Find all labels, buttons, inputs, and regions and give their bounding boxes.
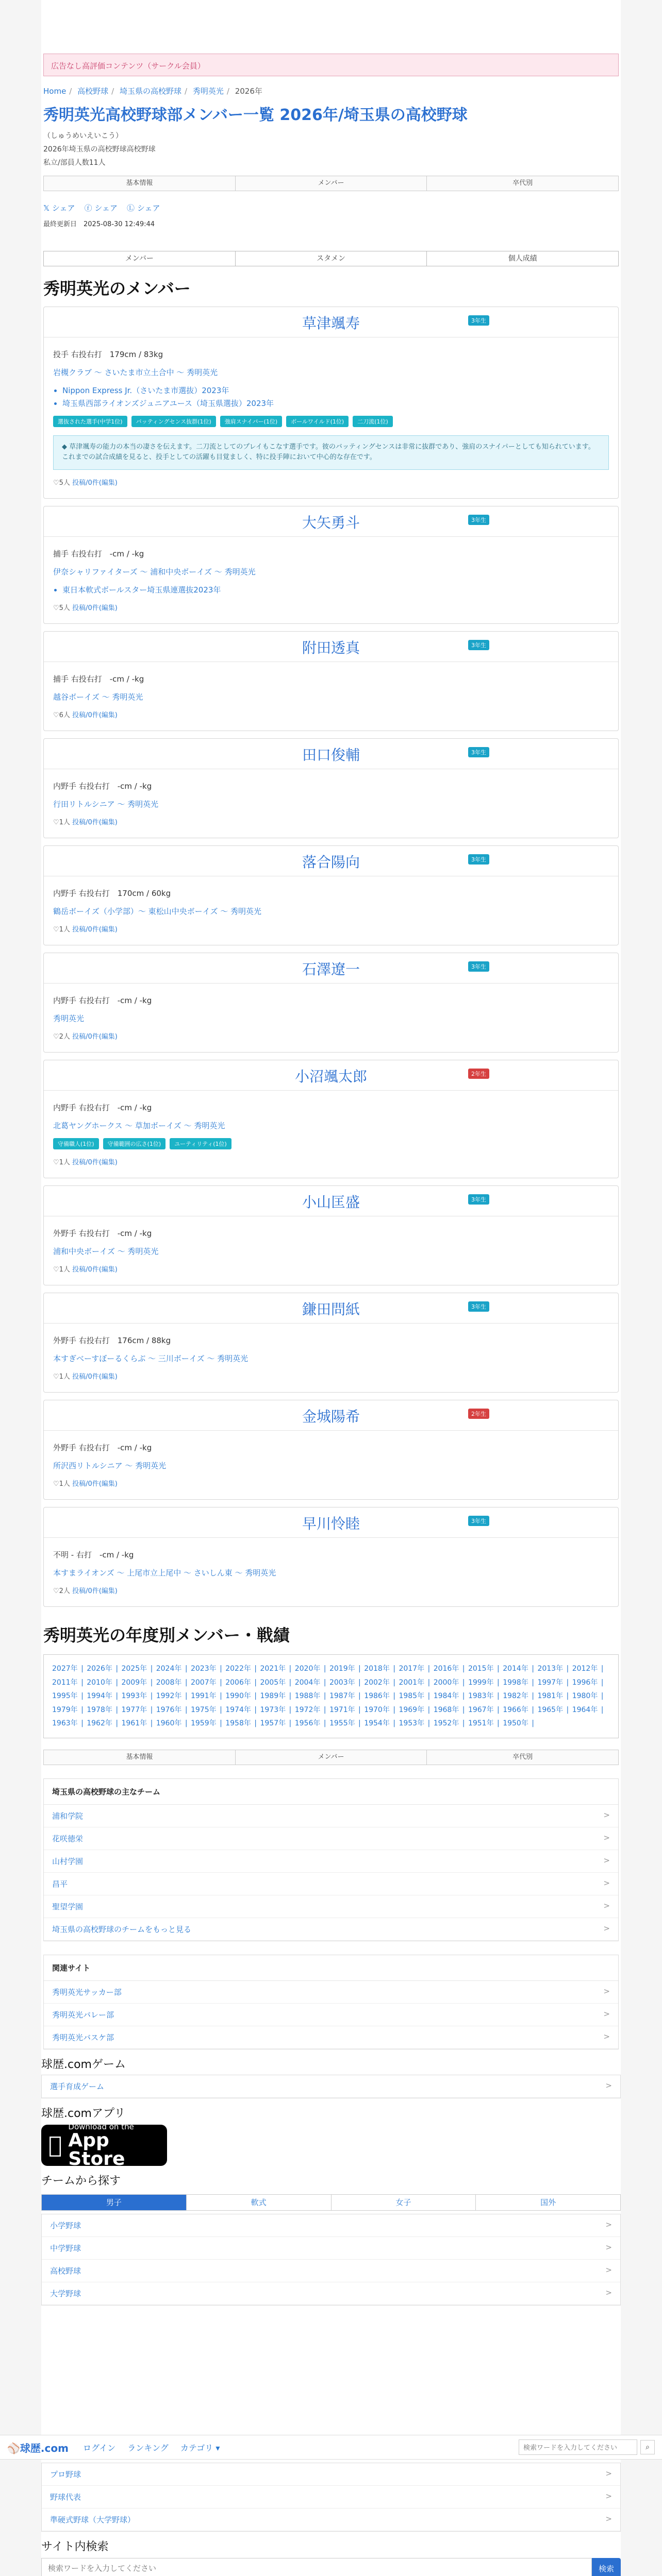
game-heading: 球歴.comゲーム (41, 2058, 126, 2072)
member-career-path[interactable]: 本すまライオンズ 〜 上尾市立上尾中 〜 さいしん東 〜 秀明英光 (53, 1568, 276, 1578)
subtab-stats[interactable]: 個人成績 (508, 254, 537, 263)
member-career-path[interactable]: 伊奈シャリファイターズ 〜 浦和中央ボーイズ 〜 秀明英光 (53, 567, 256, 577)
game-block (41, 2075, 621, 2098)
facebook-icon: ⓕ (84, 203, 95, 213)
team-link[interactable]: 昌平 > (44, 1873, 618, 1895)
grade-badge: 3年生 (468, 1301, 489, 1312)
post-link[interactable]: 投稿/0件(編集) (72, 1033, 118, 1041)
skill-tag[interactable]: 守備範囲の広さ(1位) (103, 1138, 166, 1149)
related-sites-block (43, 1955, 619, 2049)
member-name[interactable]: 落合陽向 (44, 846, 618, 876)
member-likes: ♡6人 投稿/0件(編集) (53, 711, 118, 720)
member-position: 内野手 右投右打 -cm / -kg (53, 1103, 152, 1113)
chevron-right-icon: > (603, 1924, 610, 1934)
breadcrumb-year: 2026年 (235, 87, 262, 96)
skill-tag[interactable]: ボールワイルド(1位) (286, 416, 349, 427)
member-card (43, 1185, 619, 1285)
site-search-input[interactable] (41, 2558, 592, 2576)
header-nav (83, 2442, 229, 2453)
selection-item[interactable]: • 東日本軟式ボールスター埼玉県連選抜2023年 (62, 584, 609, 595)
breadcrumb-team[interactable]: 秀明英光 (192, 87, 224, 96)
member-card (43, 1507, 619, 1607)
heart-icon[interactable]: ♡ (53, 1033, 59, 1041)
grade-badge: 3年生 (468, 1516, 489, 1526)
find-link[interactable]: 小学野球 > (42, 2214, 620, 2237)
member-likes: ♡1人 投稿/0件(編集) (53, 1159, 118, 1167)
ad-banner[interactable] (43, 54, 619, 76)
related-link[interactable]: 秀明英光バスケ部 > (44, 2026, 618, 2049)
subtab-members[interactable]: メンバー (44, 251, 236, 266)
year-links[interactable]: 2027年 | 2026年 | 2025年 | 2024年 | 2023年 | 2022年 | 2021年 | 2020年 | 2019年 | 2018年 | 2017年 | 2016年 | 2015年 | 2014年 | 2013年 | 2012年 | 2011年 | 2010年 | 2009年 | 2008年 | 2007年 | 2006年 | 2005年 | 2004年 | 2003年 | 2002年 | 2001年 | 2000年 | 1999年 | 1998年 | 1997年 | 1996年 | 1995年 | 1994年 | 1993年 | 1992年 | 1991年 | 1990年 | 1989年 | 1988年 | 1987年 | 1986年 | 1985年 | 1984年 | 1983年 | 1982年 | 1981年 | 1980年 | 1979年 | 1978年 | 1977年 | 1976年 | 1975年 | 1974年 | 1973年 | 1972年 | 1971年 | 1970年 | 1969年 | 1968年 | 1967年 | 1966年 | 1965年 | 1964年 | 1963年 | 1962年 | 1961年 | 1960年 | 1959年 | 1958年 | 1957年 | 1956年 | 1955年 | 1954年 | 1953年 | 1952年 | 1951年 | 1950年 | (43, 1654, 619, 1738)
find-tab-men[interactable]: 男子 (42, 2195, 187, 2210)
tab-basic-info[interactable]: 基本情報 (44, 176, 236, 191)
line-icon: Ⓛ (127, 203, 137, 213)
member-card (43, 506, 619, 624)
member-card (43, 1400, 619, 1500)
site-search-button[interactable]: 検索 (592, 2558, 621, 2576)
team-kana: （しゅうめいえいこう） (43, 131, 123, 140)
member-name[interactable]: 小山匡盛 (44, 1186, 618, 1216)
page-title: 秀明英光高校野球部メンバー一覧 2026年/埼玉県の高校野球 (43, 106, 468, 124)
grade-badge: 3年生 (468, 315, 489, 326)
grade-badge: 3年生 (468, 640, 489, 650)
heart-icon[interactable]: ♡ (53, 1587, 59, 1596)
share-line-button[interactable]: Ⓛ シェア (127, 203, 160, 213)
bottom-tab-members[interactable]: メンバー (236, 1750, 427, 1765)
ad-label: 広告なし高評価コンテンツ（サークル会員） (51, 61, 205, 71)
bottom-tab-by-graduation[interactable]: 卒代別 (427, 1750, 618, 1765)
chevron-right-icon: > (603, 1833, 610, 1843)
chevron-right-icon: > (603, 1856, 610, 1866)
related-sites-heading: 関連サイト (44, 1955, 618, 1981)
find-tab-soft[interactable]: 軟式 (187, 2195, 332, 2210)
find-link[interactable]: プロ野球 > (42, 2463, 620, 2486)
member-card (43, 631, 619, 731)
grade-badge: 3年生 (468, 854, 489, 865)
x-icon: 𝕏 (43, 203, 52, 213)
member-name[interactable]: 早川怜睦 (44, 1507, 618, 1538)
skill-tag[interactable]: 守備職人(1位) (53, 1138, 99, 1149)
member-position: 外野手 右投右打 176cm / 88kg (53, 1336, 171, 1346)
find-tab-women[interactable]: 女子 (332, 2195, 476, 2210)
share-x-button[interactable]: 𝕏 シェア (43, 203, 75, 213)
nav-login[interactable]: ログイン (82, 2443, 116, 2453)
post-link[interactable]: 投稿/0件(編集) (72, 1480, 118, 1488)
last-updated: 最終更新日 2025-08-30 12:49:44 (43, 220, 155, 228)
member-card (43, 307, 619, 499)
member-name[interactable]: 鎌田問紙 (44, 1293, 618, 1324)
find-list (41, 2214, 621, 2306)
team-info-2: 私立/部員人数11人 (43, 158, 106, 167)
related-link[interactable]: 秀明英光サッカー部 > (44, 1981, 618, 2004)
post-link[interactable]: 投稿/0件(編集) (72, 711, 118, 720)
apple-icon (48, 2134, 62, 2157)
member-career-path[interactable]: 本すぎべーすぼーるくらぶ 〜 三川ボーイズ 〜 秀明英光 (53, 1354, 249, 1364)
chevron-right-icon: > (603, 1878, 610, 1888)
find-tabs (41, 2194, 621, 2211)
member-career-path[interactable]: 秀明英光 (53, 1014, 85, 1024)
grade-badge: 3年生 (468, 961, 489, 972)
grade-badge: 2年生 (468, 1069, 489, 1079)
member-tags (53, 1138, 609, 1149)
chevron-right-icon: > (605, 2492, 612, 2501)
member-name[interactable]: 石澤遼一 (44, 953, 618, 984)
member-card (43, 1060, 619, 1178)
member-selections (62, 584, 609, 595)
heart-icon[interactable]: ♡ (53, 1480, 59, 1488)
member-card (43, 738, 619, 838)
chevron-right-icon: > (603, 2032, 610, 2042)
member-career-path[interactable]: 浦和中央ボーイズ 〜 秀明英光 (53, 1247, 159, 1257)
team-link[interactable]: 花咲徳栄 > (44, 1827, 618, 1850)
member-tags (53, 416, 609, 427)
team-link[interactable]: 浦和学院 > (44, 1805, 618, 1827)
member-card (43, 953, 619, 1053)
member-career-path[interactable]: 所沢西リトルシニア 〜 秀明英光 (53, 1461, 167, 1471)
member-position: 捕手 右投右打 -cm / -kg (53, 549, 144, 559)
chevron-right-icon: > (605, 2288, 612, 2298)
chevron-right-icon: > (603, 1810, 610, 1820)
nav-category[interactable]: カテゴリ ▾ (180, 2443, 220, 2453)
grade-badge: 3年生 (468, 1194, 489, 1205)
find-link[interactable]: 野球代表 > (42, 2486, 620, 2509)
member-name[interactable]: 草津颯寿 (44, 307, 618, 337)
app-heading: 球歴.comアプリ (41, 2107, 126, 2121)
member-position: 内野手 右投右打 -cm / -kg (53, 996, 152, 1006)
bottom-tabs (43, 1750, 619, 1765)
related-link[interactable]: 秀明英光バレー部 > (44, 2004, 618, 2026)
header-search-input[interactable] (519, 2439, 637, 2455)
app-store-badge[interactable]: Download on the App Store (41, 2125, 167, 2166)
member-career-path[interactable]: 行田リトルシニア 〜 秀明英光 (53, 800, 159, 809)
members-heading: 秀明英光のメンバー (43, 278, 191, 298)
search-icon[interactable]: ⌕ (640, 2440, 655, 2454)
member-name[interactable]: 附田透真 (44, 632, 618, 662)
post-link[interactable]: 投稿/0件(編集) (72, 819, 118, 827)
skill-tag[interactable]: 強肩スナイパー(1位) (220, 416, 282, 427)
skill-tag[interactable]: 二刀流(1位) (353, 416, 393, 427)
skill-tag[interactable]: バッティングセンス抜群(1位) (131, 416, 216, 427)
tab-by-graduation[interactable]: 卒代別 (427, 176, 618, 191)
post-link[interactable]: 投稿/0件(編集) (72, 1373, 118, 1381)
post-link[interactable]: 投稿/0件(編集) (72, 479, 118, 487)
member-position: 外野手 右投右打 -cm / -kg (53, 1443, 152, 1453)
chevron-right-icon: > (603, 1901, 610, 1911)
member-likes: ♡5人 投稿/0件(編集) (53, 479, 118, 487)
years-heading: 秀明英光の年度別メンバー・戦績 (43, 1625, 290, 1646)
member-name[interactable]: 大矢勇斗 (44, 506, 618, 537)
member-card (43, 1293, 619, 1393)
skill-tag[interactable]: 選抜された選手(中学1位) (53, 416, 127, 427)
team-link[interactable]: 山村学園 > (44, 1850, 618, 1873)
find-link[interactable]: 高校野球 > (42, 2260, 620, 2282)
heart-icon[interactable]: ♡ (53, 479, 59, 487)
page-container (41, 0, 621, 2576)
tab-members[interactable]: メンバー (236, 176, 427, 191)
post-link[interactable]: 投稿/0件(編集) (72, 1159, 118, 1167)
member-list (43, 307, 619, 1607)
more-teams-link[interactable]: 埼玉県の高校野球のチームをもっと見る > (44, 1918, 618, 1941)
header-search (519, 2439, 655, 2455)
member-likes: ♡2人 投稿/0件(編集) (53, 1033, 118, 1041)
member-likes: ♡2人 投稿/0件(編集) (53, 1587, 118, 1596)
member-position: 内野手 右投右打 170cm / 60kg (53, 889, 171, 899)
heart-icon[interactable]: ♡ (53, 1266, 59, 1274)
find-link[interactable]: 準硬式野球（大学野球） > (42, 2509, 620, 2531)
chevron-right-icon: > (605, 2265, 612, 2275)
chevron-right-icon: > (605, 2081, 612, 2091)
member-position: 投手 右投右打 179cm / 83kg (53, 349, 163, 359)
site-logo[interactable]: ⚾球歴.com (7, 2442, 69, 2454)
member-card (43, 845, 619, 945)
breadcrumb-home[interactable]: Home (43, 87, 67, 96)
heart-icon[interactable]: ♡ (53, 1159, 59, 1167)
member-note: ◆ 草津颯寿の能力の本当の凄さを伝えます。二刀流としてのプレイもこなす選手です。彼のバッティングセンスは非常に抜群であり、強肩のスナイパーとしても知られています。これまでの試合成績を見ると、投手としての活躍も目覚ましく、特に投手陣において中心的な存在です。 (53, 435, 609, 470)
find-link[interactable]: 大学野球 > (42, 2282, 620, 2305)
heart-icon[interactable]: ♡ (53, 926, 59, 934)
nav-ranking[interactable]: ランキング (127, 2443, 169, 2453)
member-career-path[interactable]: 岩槻クラブ 〜 さいたま市立土合中 〜 秀明英光 (53, 367, 218, 377)
subtab-lineup[interactable]: スタメン (236, 251, 427, 266)
site-search-heading: サイト内検索 (41, 2540, 109, 2553)
post-link[interactable]: 投稿/0件(編集) (72, 1266, 118, 1274)
member-selections (62, 385, 609, 409)
breadcrumb-prefecture[interactable]: 埼玉県の高校野球 (120, 87, 182, 96)
lower-section (41, 2463, 621, 2576)
sub-tabs (43, 251, 619, 266)
selection-item[interactable]: • Nippon Express Jr.（さいたま市選抜）2023年 (62, 385, 609, 396)
member-career-path[interactable]: 北葛ヤングホークス 〜 草加ボーイズ 〜 秀明英光 (53, 1121, 225, 1131)
main-teams-heading: 埼玉県の高校野球の主なチーム (44, 1779, 618, 1805)
grade-badge: 3年生 (468, 747, 489, 757)
skill-tag[interactable]: ユーティリティ(1位) (170, 1138, 231, 1149)
share-bar (43, 202, 619, 213)
post-link[interactable]: 投稿/0件(編集) (72, 604, 118, 613)
chevron-right-icon: > (605, 2243, 612, 2252)
find-link[interactable]: 中学野球 > (42, 2237, 620, 2260)
main-teams-block (43, 1778, 619, 1941)
find-tab-overseas[interactable]: 国外 (540, 2198, 556, 2208)
member-likes: ♡1人 投稿/0件(編集) (53, 1373, 118, 1381)
member-name[interactable]: 田口俊輔 (44, 739, 618, 769)
site-header (0, 2435, 662, 2460)
game-link[interactable]: 選手育成ゲーム > (42, 2075, 620, 2098)
chevron-right-icon: > (605, 2469, 612, 2478)
site-search (41, 2558, 621, 2576)
member-career-path[interactable]: 鶴岳ボーイズ（小学部）〜 東松山中央ボーイズ 〜 秀明英光 (53, 907, 262, 917)
chevron-right-icon: > (603, 2009, 610, 2019)
chevron-right-icon: > (605, 2514, 612, 2523)
member-name[interactable]: 小沼颯太郎 (44, 1060, 618, 1091)
member-career-path[interactable]: 越谷ボーイズ 〜 秀明英光 (53, 692, 143, 702)
chevron-right-icon: > (605, 2220, 612, 2230)
chevron-right-icon: > (603, 1987, 610, 1996)
post-link[interactable]: 投稿/0件(編集) (72, 926, 118, 934)
team-link[interactable]: 聖望学園 > (44, 1895, 618, 1918)
heart-icon[interactable]: ♡ (53, 711, 59, 720)
logo-icon: ⚾ (7, 2442, 20, 2454)
post-link[interactable]: 投稿/0件(編集) (72, 1587, 118, 1596)
member-likes: ♡1人 投稿/0件(編集) (53, 1480, 118, 1488)
member-likes: ♡1人 投稿/0件(編集) (53, 819, 118, 827)
member-likes: ♡1人 投稿/0件(編集) (53, 926, 118, 934)
top-tabs (43, 176, 619, 191)
heart-icon[interactable]: ♡ (53, 604, 59, 613)
find-by-team-heading: チームから探す (41, 2175, 121, 2188)
heart-icon[interactable]: ♡ (53, 1373, 59, 1381)
member-likes: ♡5人 投稿/0件(編集) (53, 604, 118, 613)
grade-badge: 3年生 (468, 515, 489, 525)
member-likes: ♡1人 投稿/0件(編集) (53, 1266, 118, 1274)
heart-icon[interactable]: ♡ (53, 819, 59, 827)
bottom-tab-basic-info[interactable]: 基本情報 (44, 1750, 236, 1765)
member-position: 不明 - 右打 -cm / -kg (53, 1550, 134, 1560)
member-position: 捕手 右投右打 -cm / -kg (53, 674, 144, 684)
find-list-2 (41, 2463, 621, 2532)
team-info-1: 2026年埼玉県の高校野球高校野球 (43, 145, 156, 154)
member-position: 外野手 右投右打 -cm / -kg (53, 1229, 152, 1239)
selection-item[interactable]: • 埼玉県西部ライオンズジュニアユース（埼玉県選抜）2023年 (62, 398, 609, 409)
breadcrumb: Home / 高校野球 / 埼玉県の高校野球 / 秀明英光 / 2026年 (43, 87, 262, 96)
member-position: 内野手 右投右打 -cm / -kg (53, 782, 152, 791)
grade-badge: 2年生 (468, 1409, 489, 1419)
share-facebook-button[interactable]: ⓕ シェア (84, 203, 118, 213)
breadcrumb-highschool[interactable]: 高校野球 (77, 87, 109, 96)
member-name[interactable]: 金城陽希 (44, 1400, 618, 1431)
